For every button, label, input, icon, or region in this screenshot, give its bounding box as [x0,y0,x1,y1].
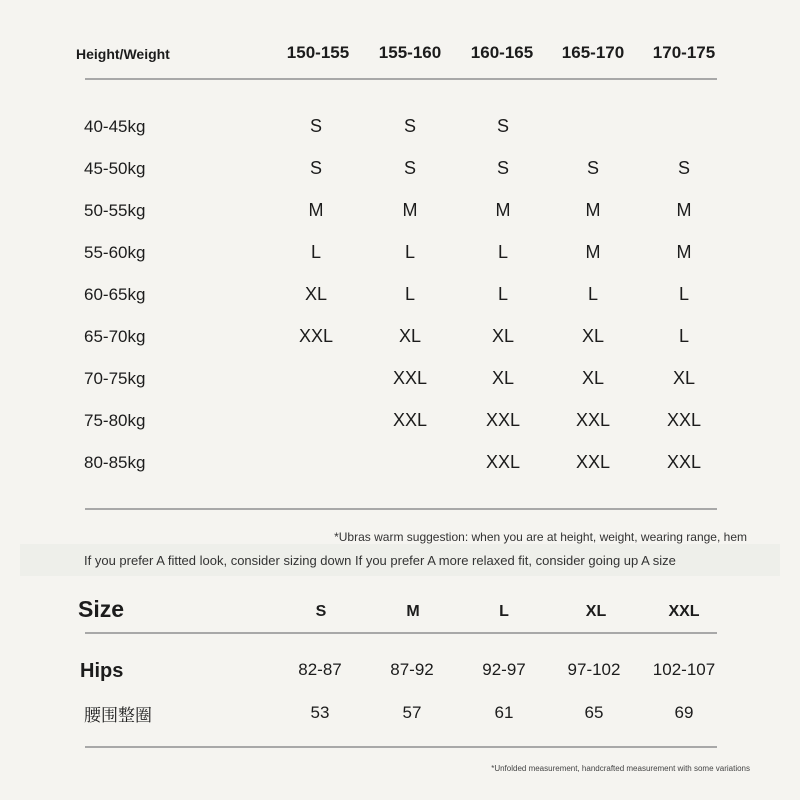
size-cell: M [495,200,511,220]
size-cell: L [678,284,690,304]
size-cell: XXL [392,368,428,388]
size-cell: XXL [575,452,611,472]
weight-row-label: 70-75kg [84,369,146,388]
fit-note: If you prefer A fitted look, consider sizing down If you prefer A more relaxed fit, consider going up A size [84,553,676,568]
size-cell: S [496,116,510,136]
size-cell: XXL [298,326,334,346]
divider [85,78,717,80]
size-cell: L [404,242,416,262]
height-column-header: 150-155 [286,43,350,62]
size-cell: L [497,284,509,304]
size-cell: M [585,200,601,220]
size-cell: XXL [485,452,521,472]
hips-value: 97-102 [567,660,621,679]
size-column-header: XL [585,603,607,620]
height-column-header: 160-165 [470,43,534,62]
size-cell: L [678,326,690,346]
size-cell: XL [672,368,696,388]
height-column-header: 165-170 [561,43,625,62]
size-cell: M [308,200,324,220]
waist-value: 53 [310,703,330,722]
weight-row-label: 75-80kg [84,411,146,430]
divider [85,508,717,510]
size-title: Size [78,596,125,622]
size-cell: XL [398,326,422,346]
weight-row-label: 40-45kg [84,117,146,136]
height-column-header: 170-175 [652,43,716,62]
weight-row-label: 60-65kg [84,285,146,304]
size-cell: M [676,200,692,220]
size-cell: S [403,116,417,136]
size-column-header: L [499,603,509,620]
size-cell: XXL [392,410,428,430]
divider [85,632,717,634]
size-cell: M [585,242,601,262]
size-cell: XL [581,368,605,388]
size-cell: XXL [666,410,702,430]
size-cell: L [404,284,416,304]
size-cell: L [310,242,322,262]
hips-value: 92-97 [482,660,526,679]
size-cell: S [403,158,417,178]
size-cell: L [497,242,509,262]
size-cell: S [677,158,691,178]
size-cell: XL [491,326,515,346]
size-column-header: XXL [668,603,700,620]
hips-value: 102-107 [652,660,716,679]
size-cell: S [496,158,510,178]
size-cell: S [586,158,600,178]
footnote: *Unfolded measurement, handcrafted measurement with some variations [491,764,750,773]
size-column-header: M [406,603,420,620]
divider [85,746,717,748]
size-cell: XXL [575,410,611,430]
size-cell: M [676,242,692,262]
waist-value: 65 [584,703,604,722]
weight-row-label: 65-70kg [84,327,146,346]
size-cell: M [402,200,418,220]
size-cell: S [309,158,323,178]
waist-value: 69 [674,703,694,722]
height-weight-label: Height/Weight [76,46,170,62]
size-cell: XL [491,368,515,388]
weight-row-label: 50-55kg [84,201,146,220]
hips-label: Hips [80,660,124,682]
suggestion-note: *Ubras warm suggestion: when you are at height, weight, wearing range, hem [334,530,747,544]
size-column-header: S [315,603,327,620]
size-cell: XL [581,326,605,346]
size-cell: L [587,284,599,304]
hips-value: 87-92 [390,660,434,679]
waist-label: 腰围整圈 [84,706,152,725]
size-cell: S [309,116,323,136]
height-column-header: 155-160 [378,43,442,62]
waist-value: 61 [494,703,514,722]
waist-value: 57 [402,703,422,722]
weight-row-label: 55-60kg [84,243,146,262]
weight-row-label: 45-50kg [84,159,146,178]
size-cell: XXL [485,410,521,430]
weight-row-label: 80-85kg [84,453,146,472]
hips-value: 82-87 [298,660,342,679]
size-cell: XXL [666,452,702,472]
size-cell: XL [304,284,328,304]
